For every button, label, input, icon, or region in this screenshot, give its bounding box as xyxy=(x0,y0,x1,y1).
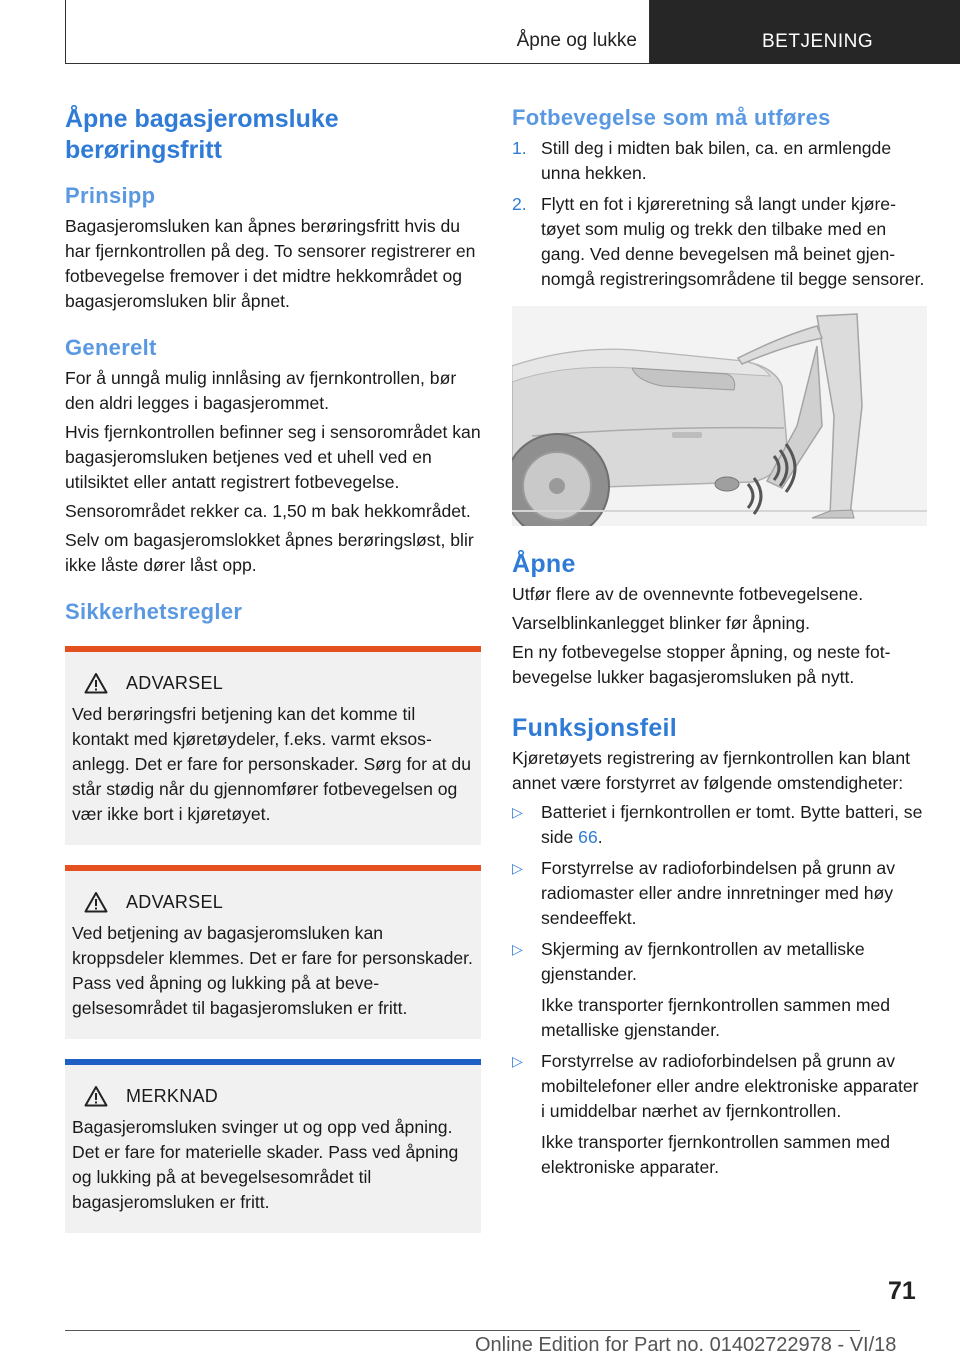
open-paragraph: En ny fotbevegelse stopper åpning, og neste fotbevegelse lukker bagasjeromsluken på nytt. xyxy=(512,642,891,687)
warning-box xyxy=(65,646,481,845)
triangle-bullet-icon: ▷ xyxy=(512,941,523,957)
malfunction-intro: Kjøretøyets registrering av fjernkontrollen kan blant annet være forstyrret av følgende omstendigheter: xyxy=(512,748,910,793)
warning-triangle-icon xyxy=(84,672,108,694)
note-label: MERKNAD xyxy=(126,1085,219,1106)
note-box xyxy=(65,1059,481,1233)
warning-header xyxy=(84,672,474,694)
left-column xyxy=(65,96,481,1233)
footer-divider xyxy=(65,1330,860,1331)
list-item xyxy=(512,800,927,850)
step-item xyxy=(512,136,927,186)
open-paragraph: Varselblinkanlegget blinker før åpning. xyxy=(512,613,810,633)
warning-label: ADVARSEL xyxy=(126,672,224,693)
steps-list xyxy=(512,136,927,292)
general-paragraph: Selv om bagasjeromslokket åpnes berøringsløst, blir ikke låste dører låst opp. xyxy=(65,530,474,575)
list-item xyxy=(512,1049,927,1124)
triangle-bullet-icon: ▷ xyxy=(512,860,523,876)
list-item xyxy=(512,937,927,987)
list-item-text: Skjerming av fjernkontrollen av metalliske gjenstander. xyxy=(541,939,865,984)
step-item xyxy=(512,192,927,292)
page-header xyxy=(65,0,960,64)
note-header xyxy=(84,1085,474,1107)
warning-text: Ved betjening av bagasjeromsluken kan kroppsdeler klemmes. Det er fare for personskader. Pass ved åpning og lukking på at bevegelsesområdet til bagasjeromsluken er fritt. xyxy=(72,923,473,1018)
heading-general: Generelt xyxy=(65,335,157,360)
page-title: Åpne bagasjeromsluke berøringsfritt xyxy=(65,105,339,164)
heading-principle: Prinsipp xyxy=(65,183,156,208)
step-number: 2. xyxy=(512,194,527,214)
list-item-text xyxy=(541,800,927,850)
car-rear-kick-image xyxy=(512,306,927,526)
list-item-subtext: Ikke transporter fjernkontrollen sammen med elektroniske apparater. xyxy=(541,1132,891,1177)
header-section-title: Åpne og lukke xyxy=(516,30,637,51)
list-item xyxy=(512,856,927,931)
principle-text: Bagasjeromsluken kan åpnes berøringsfritt hvis du har fjernkontrollen på deg. To sensorer registrerer en fotbevegelse fremover i det midtre hekkområdet og bagasjeromsluken blir åpnet. xyxy=(65,216,476,311)
general-paragraph: For å unngå mulig innlåsing av fjernkontrollen, bør den aldri legges i bagasjerommet. xyxy=(65,368,457,413)
open-paragraph: Utfør flere av de ovennevnte fotbevegelsene. xyxy=(512,584,864,604)
warning-label: ADVARSEL xyxy=(126,891,224,912)
triangle-bullet-icon: ▷ xyxy=(512,1053,523,1069)
foot-motion-illustration xyxy=(512,306,927,526)
header-chapter-box xyxy=(650,0,960,64)
warning-triangle-icon xyxy=(84,1085,108,1107)
list-item-text: Forstyrrelse av radioforbindelsen på grunn av mobiltelefoner eller andre elektroniske apparater i umiddelbar nærhet av fjernkontrollen. xyxy=(541,1051,919,1121)
warning-box xyxy=(65,865,481,1039)
malfunction-list xyxy=(512,800,927,987)
list-item-text: Forstyrrelse av radioforbindelsen på grunn av radiomaster eller andre innretninger med høy sendeeffekt. xyxy=(541,858,896,928)
warning-header xyxy=(84,891,474,913)
right-column xyxy=(512,96,927,1186)
list-item-text-main: Batteriet i fjernkontrollen er tomt. Bytte batteri, se side xyxy=(541,802,923,847)
page-number: 71 xyxy=(888,1277,916,1305)
malfunction-list-cont xyxy=(512,1049,927,1124)
step-text: Still deg i midten bak bilen, ca. en armlengde unna hekken. xyxy=(541,138,892,183)
step-text: Flytt en fot i kjøreretning så langt under kjøretøyet som mulig og trekk den tilbake med en gang. Ved denne bevegelsen må beinet gjennomgå registreringsområdene til begge sensorer. xyxy=(541,194,925,289)
warning-triangle-icon xyxy=(84,891,108,913)
note-text: Bagasjeromsluken svinger ut og opp ved åpning. Det er fare for materielle skader. Pass ved åpning og lukking på at bevegelsesområdet til bagasjeromsluken er fritt. xyxy=(72,1117,459,1212)
heading-open: Åpne xyxy=(512,550,576,578)
list-item-subtext: Ikke transporter fjernkontrollen sammen med metalliske gjenstander. xyxy=(541,995,891,1040)
header-chapter-title: BETJENING xyxy=(762,31,874,52)
warning-text: Ved berøringsfri betjening kan det komme til kontakt med kjøretøydeler, f.eks. varmt eksosanlegg. Det er fare for personskader. Sørg for at du står stødig når du gjennomfører fotbevegelsen og vær ikke bort i kjøretøyet. xyxy=(72,704,472,824)
heading-foot-motion: Fotbevegelse som må utføres xyxy=(512,105,831,130)
header-section-box xyxy=(65,0,650,64)
heading-safety: Sikkerhetsregler xyxy=(65,599,243,624)
step-number: 1. xyxy=(512,138,527,158)
general-paragraph: Sensorområdet rekker ca. 1,50 m bak hekkområdet. xyxy=(65,501,471,521)
triangle-bullet-icon: ▷ xyxy=(512,804,523,820)
heading-malfunction: Funksjonsfeil xyxy=(512,714,678,742)
general-paragraph: Hvis fjernkontrollen befinner seg i sensorområdet kan bagasjeromsluken betjenes ved et uhell ved en utilsiktet eller antatt registrert fotbevegelse. xyxy=(65,422,481,492)
list-item-text-end: . xyxy=(597,827,603,847)
page-link[interactable]: 66 xyxy=(578,827,598,847)
footer-edition: Online Edition for Part no. 01402722978 - VI/18 xyxy=(475,1334,897,1356)
